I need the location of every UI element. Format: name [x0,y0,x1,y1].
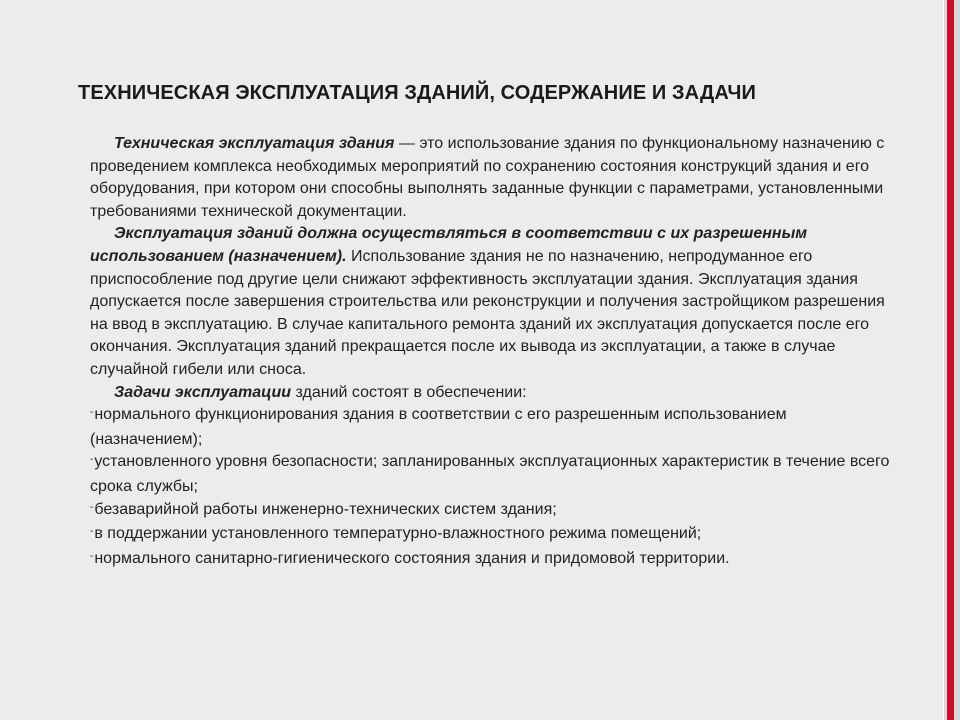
paragraph-text: зданий состоят в обеспечении: [291,383,527,401]
list-item [90,451,890,498]
paragraph-emphasis: Техническая эксплуатация здания [114,135,395,152]
paragraph-tasks [90,382,890,405]
list-item [90,523,890,548]
bullet-marker: - [90,550,94,562]
paragraph-text: — это использование здания по функциональному назначению с проведением комплекса необходимых мероприятий по сохранению состояния конструкций здания и его оборудования, при котором они способны выполнять заданные функции с параметрами, установленными требованиями технической документации. [90,135,885,220]
slide-title: ТЕХНИЧЕСКАЯ ЭКСПЛУАТАЦИЯ ЗДАНИЙ, СОДЕРЖАНИЕ И ЗАДАЧИ [78,82,756,104]
list-item-text: нормального функционирования здания в соответствии с его разрешенным использованием (назначением); [90,406,787,448]
list-item-text: нормального санитарно-гигиенического состояния здания и придомовой территории. [94,549,730,567]
list-item-text: в поддержании установленного температурно-влажностного режима помещений; [94,525,702,543]
list-item [90,404,890,451]
bullet-marker: - [90,501,94,513]
paragraph-emphasis: Задачи эксплуатации [114,383,292,401]
list-item [90,499,890,524]
list-item [90,548,890,573]
bullet-marker: - [90,454,94,466]
paragraph-usage [90,223,890,381]
bullet-marker: - [90,407,94,419]
bullet-marker: - [90,526,94,538]
accent-bar [943,0,960,720]
paragraph-definition [90,133,890,223]
list-item-text: установленного уровня безопасности; запланированных эксплуатационных характеристик в течение всего срока службы; [90,453,890,495]
slide-body [90,133,890,572]
list-item-text: безаварийной работы инженерно-технических систем здания; [94,500,557,518]
paragraph-emphasis: Эксплуатация зданий должна осуществляться в соответствии с их разрешенным использованием (назначением). [90,225,808,265]
paragraph-text: Использование здания не по назначению, непродуманное его приспособление под другие цели снижают эффективность эксплуатации здания. Эксплуатация здания допускается после завершения строительства или реконструкции и получения застройщиком разрешения на ввод в эксплуатацию. В случае капитального ремонта зданий их эксплуатация допускается после его окончания. Эксплуатация зданий прекращается после их вывода из эксплуатации, а также в случае случайной гибели или сноса. [90,247,885,378]
tasks-list [90,404,890,572]
accent-stripe [947,0,954,720]
